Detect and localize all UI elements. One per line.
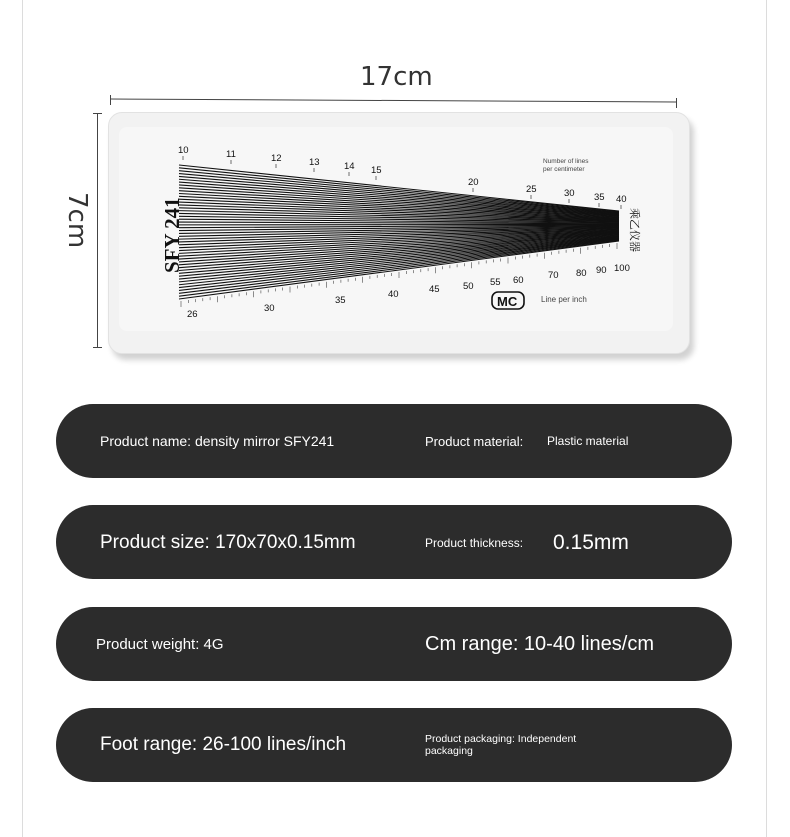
top-tick-label: 25 <box>526 184 537 195</box>
bottom-tick-label: 70 <box>548 270 559 281</box>
product-packaging-text: Product packaging: Independent packaging <box>425 733 577 757</box>
height-dimension-tick-top <box>93 113 102 114</box>
ruler-drawing <box>109 113 689 353</box>
bottom-tick-label: 80 <box>576 268 587 279</box>
wedge-line <box>179 235 619 273</box>
width-dimension-line <box>110 99 676 103</box>
top-tick-label: 20 <box>468 177 479 188</box>
svg-text:MC: MC <box>497 294 518 309</box>
product-thickness-value: 0.15mm <box>553 531 629 554</box>
brand-label: 乘乙仪器 <box>628 208 641 252</box>
bottom-tick-label: 60 <box>513 275 524 286</box>
bottom-tick-label: 40 <box>388 289 399 300</box>
foot-range-text: Foot range: 26-100 lines/inch <box>100 734 347 755</box>
density-ruler-image <box>108 112 690 354</box>
spec-row-weight <box>56 607 732 681</box>
spec-row-range <box>56 708 732 782</box>
top-scale-title-line2: per centimeter <box>543 166 585 173</box>
top-tick-label: 40 <box>616 194 627 205</box>
bottom-tick-label: 45 <box>429 284 440 295</box>
product-material-label: Product material: <box>425 434 524 449</box>
top-tick-label: 30 <box>564 188 575 199</box>
bottom-tick-label: 100 <box>614 263 630 274</box>
top-tick-label: 35 <box>594 192 605 203</box>
bottom-tick-label: 26 <box>187 309 198 320</box>
product-name-text: Product name: density mirror SFY241 <box>100 433 335 449</box>
height-dimension-tick-bottom <box>93 347 102 348</box>
bottom-tick-label: 50 <box>463 281 474 292</box>
width-dimension-label: 17cm <box>360 62 433 92</box>
bottom-scale-title: Line per inch <box>541 295 587 304</box>
product-weight-text: Product weight: 4G <box>96 636 224 653</box>
product-material-value: Plastic material <box>547 434 629 448</box>
height-dimension-label: 7cm <box>62 192 92 249</box>
top-tick-label: 11 <box>226 149 236 160</box>
height-dimension-line <box>97 113 98 347</box>
width-dimension-tick-left <box>110 95 111 105</box>
model-label: SFY 241 <box>160 197 184 273</box>
bottom-tick-label: 35 <box>335 295 346 306</box>
top-tick-label: 12 <box>271 153 282 164</box>
cm-range-text: Cm range: 10-40 lines/cm <box>425 633 654 655</box>
bottom-tick-label: 55 <box>490 277 501 288</box>
top-tick-label: 10 <box>178 145 189 156</box>
spec-row-name <box>56 404 732 478</box>
top-tick-label: 14 <box>344 161 355 172</box>
top-scale-title: Number of lines <box>543 158 589 165</box>
product-thickness-label: Product thickness: <box>425 536 524 550</box>
spec-row-size <box>56 505 732 579</box>
bottom-tick-label: 30 <box>264 303 275 314</box>
wedge-line <box>179 171 619 213</box>
page-border-left <box>22 0 23 837</box>
bottom-tick-label: 90 <box>596 265 607 276</box>
page-border-right <box>766 0 767 837</box>
top-tick-label: 15 <box>371 165 382 176</box>
product-size-text: Product size: 170x70x0.15mm <box>100 532 356 553</box>
cert-mark-icon <box>492 292 524 309</box>
top-tick-label: 13 <box>309 157 320 168</box>
width-dimension-tick-right <box>676 98 677 108</box>
